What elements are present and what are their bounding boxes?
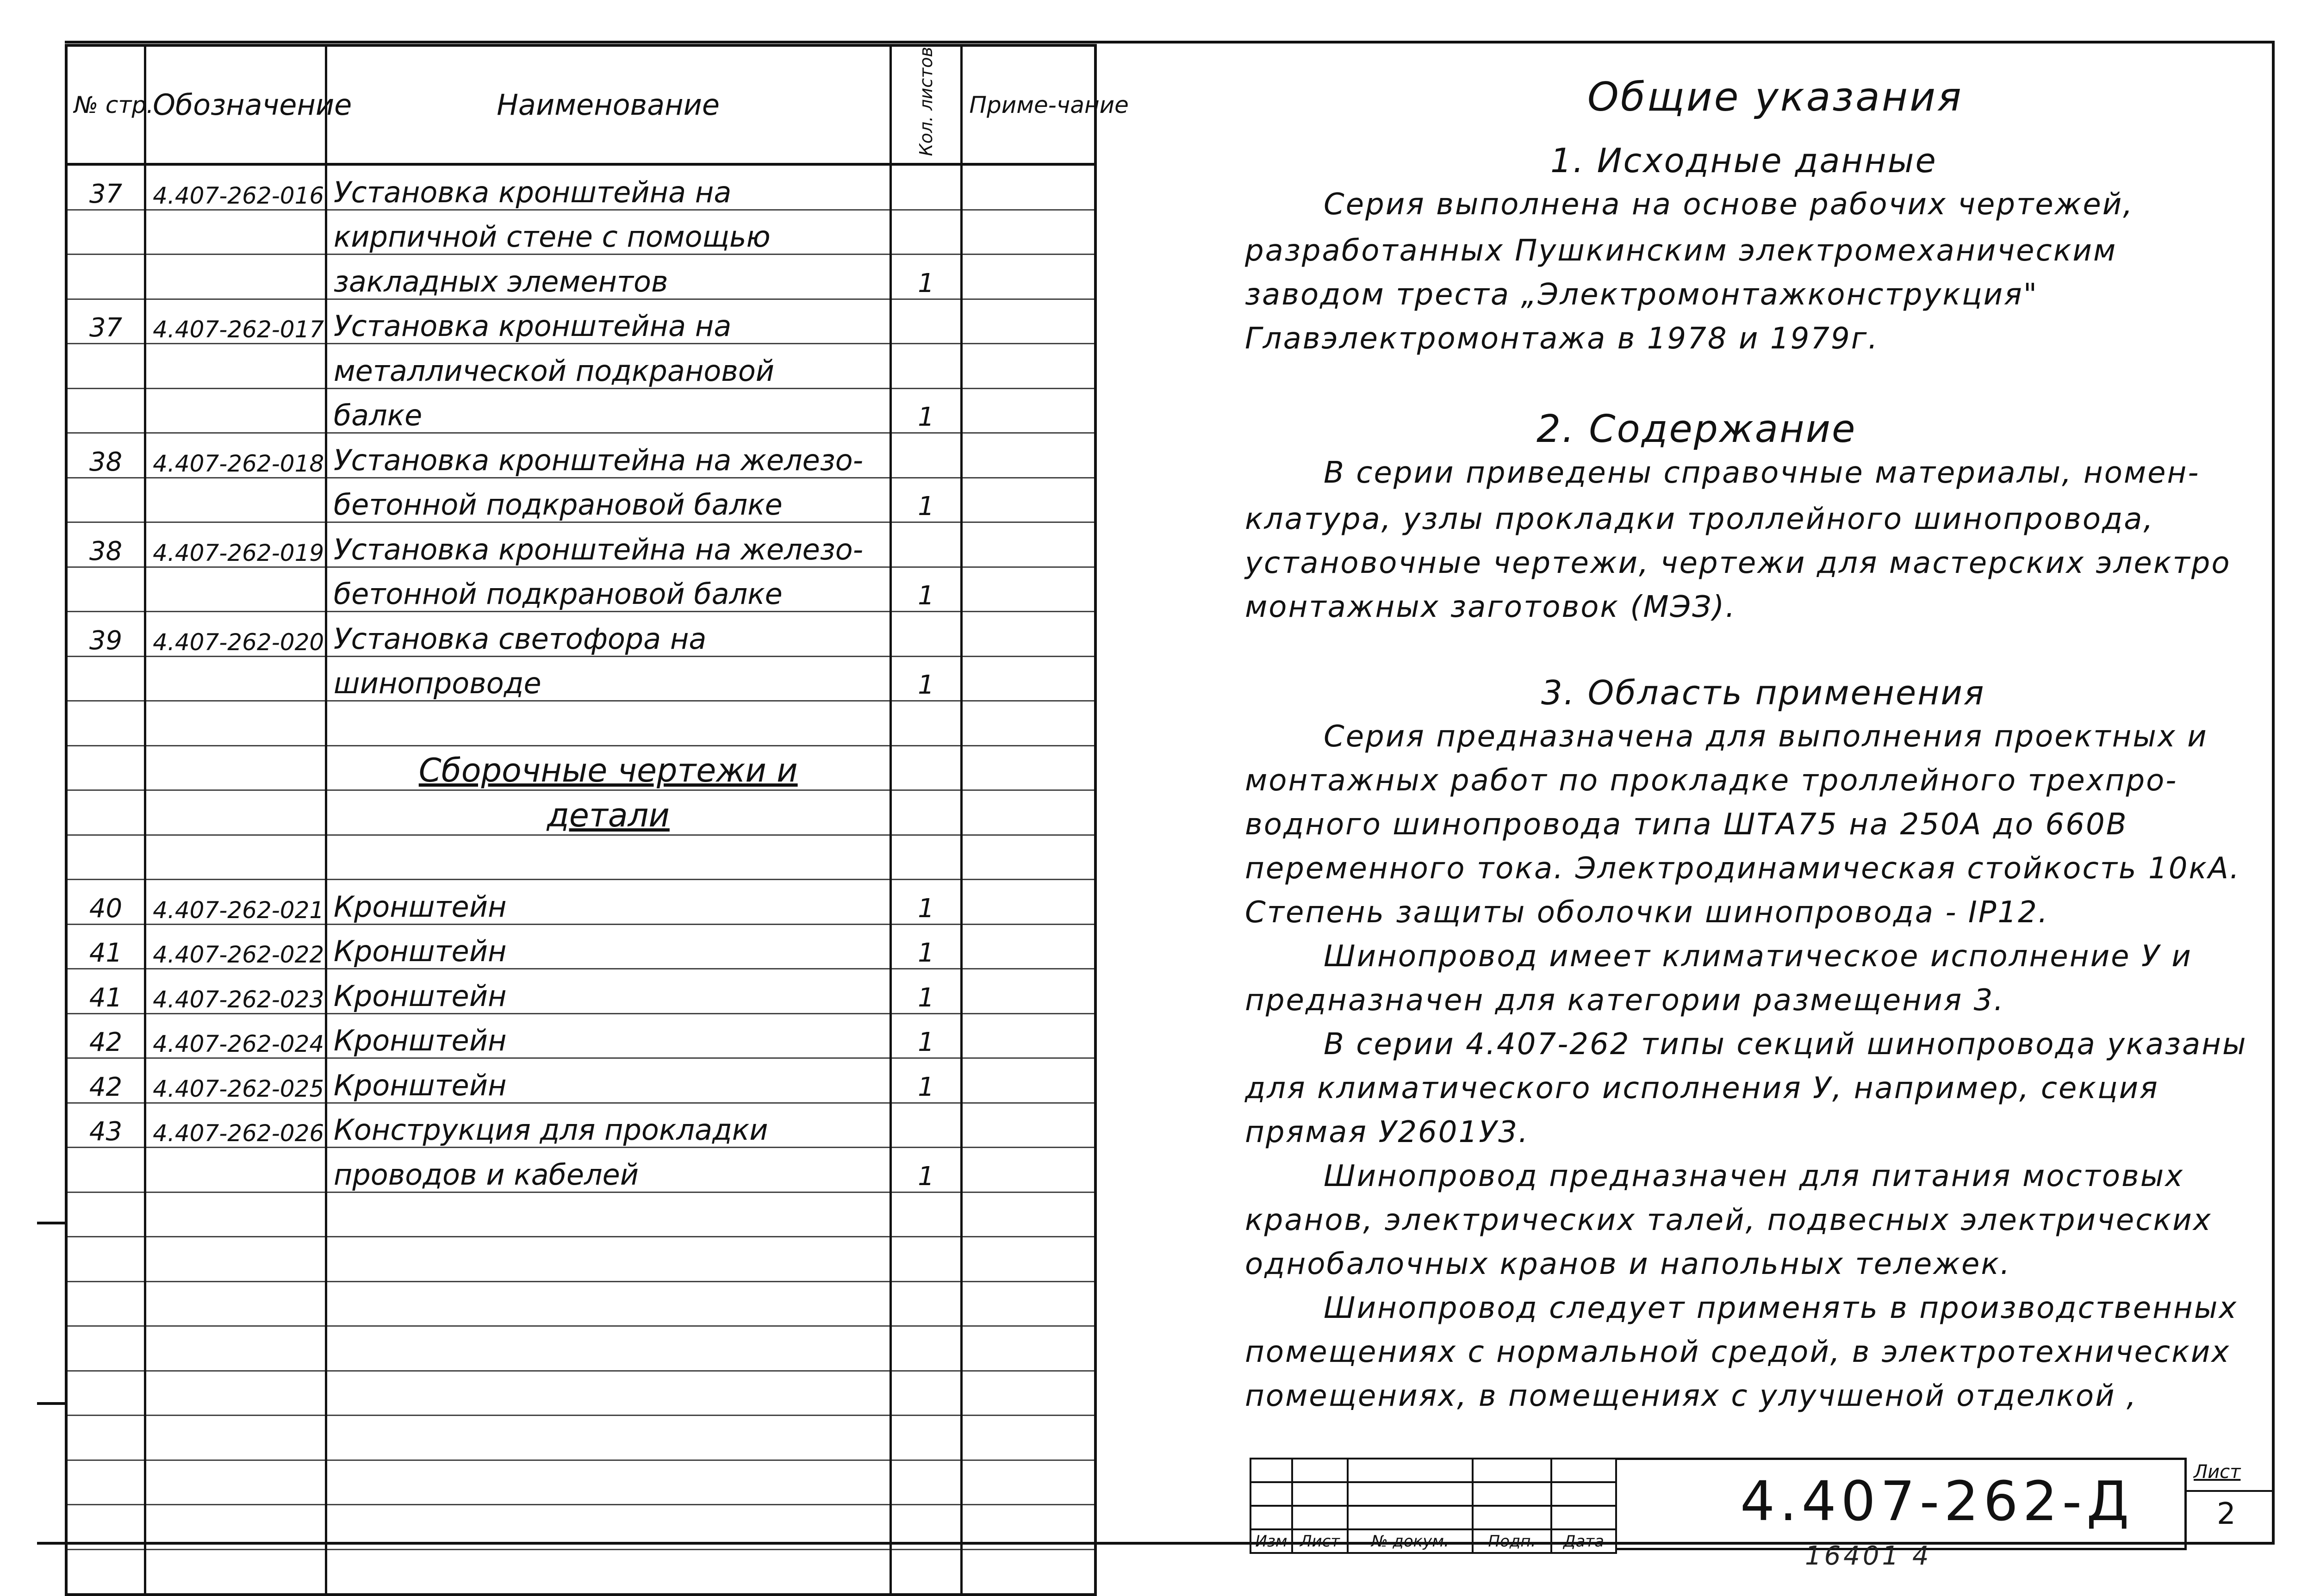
row-designation (145, 790, 326, 835)
row-designation (145, 1237, 326, 1282)
row-note (962, 1460, 1095, 1505)
header-page: № стр. (66, 45, 145, 164)
row-page-number (66, 1505, 145, 1550)
general-title: Общие указания (1587, 74, 1963, 120)
row-sheet-count (890, 612, 962, 657)
text-line: Степень защиты оболочки шинопровода - IP12. (1245, 895, 2049, 930)
row-designation (145, 1192, 326, 1237)
text-line: Шинопровод следует применять в производственных (1324, 1291, 2238, 1325)
table-row (66, 790, 1095, 835)
row-name (326, 701, 890, 746)
table-header-row (66, 45, 1095, 164)
row-name: Кронштейн (326, 969, 890, 1014)
row-name: металлической подкрановой (326, 344, 890, 389)
row-page-number (66, 567, 145, 612)
row-page-number (66, 835, 145, 880)
row-name (326, 1192, 890, 1237)
row-name: Установка кронштейна на (326, 299, 890, 344)
text-line: Серия выполнена на основе рабочих чертежей, (1324, 187, 2134, 222)
row-note (962, 567, 1095, 612)
table-row (66, 164, 1095, 210)
row-page-number (66, 388, 145, 433)
text-line: Серия предназначена для выполнения проектных и (1324, 720, 2208, 754)
edge-tick-mark (37, 1402, 65, 1405)
row-sheet-count: 1 (890, 478, 962, 522)
row-sheet-count (890, 433, 962, 478)
row-name: балке (326, 388, 890, 433)
row-designation (145, 388, 326, 433)
row-page-number (66, 656, 145, 701)
row-designation: 4.407-262-023 (145, 969, 326, 1014)
row-page-number (66, 210, 145, 255)
table-row (66, 969, 1095, 1014)
row-name (326, 1326, 890, 1371)
text-line: помещениях, в помещениях с улучшеной отделкой , (1245, 1379, 2138, 1413)
row-name: кирпичной стене с помощью (326, 210, 890, 255)
table-row (66, 299, 1095, 344)
row-page-number (66, 1326, 145, 1371)
row-name (326, 1460, 890, 1505)
table-row (66, 1281, 1095, 1326)
row-note (962, 701, 1095, 746)
row-designation: 4.407-262-021 (145, 880, 326, 925)
text-line: предназначен для категории размещения 3. (1245, 983, 2005, 1018)
row-note (962, 1281, 1095, 1326)
row-sheet-count (890, 299, 962, 344)
row-page-number (66, 745, 145, 790)
table-row (66, 1416, 1095, 1460)
row-designation: 4.407-262-020 (145, 612, 326, 657)
row-designation: 4.407-262-018 (145, 433, 326, 478)
row-note (962, 210, 1095, 255)
row-sheet-count (890, 790, 962, 835)
row-name (326, 1549, 890, 1595)
text-line: разработанных Пушкинским электромеханическим (1245, 234, 2117, 268)
table-row (66, 880, 1095, 925)
row-name: Установка кронштейна на железо- (326, 522, 890, 567)
row-sheet-count: 1 (890, 255, 962, 299)
row-sheet-count: 1 (890, 924, 962, 969)
text-line: прямая У2601У3. (1245, 1115, 1530, 1149)
row-page-number (66, 1549, 145, 1595)
row-page-number: 38 (66, 433, 145, 478)
row-sheet-count (890, 344, 962, 389)
sheet-divider (2184, 1490, 2275, 1492)
stamp-label-signature: Подп. (1473, 1529, 1551, 1553)
row-designation (145, 255, 326, 299)
row-note (962, 1103, 1095, 1148)
row-sheet-count (890, 701, 962, 746)
table-row (66, 210, 1095, 255)
row-note (962, 656, 1095, 701)
row-name: закладных элементов (326, 255, 890, 299)
row-sheet-count (890, 1505, 962, 1550)
text-line: В серии 4.407-262 типы секций шинопровода указаны (1324, 1027, 2247, 1062)
table-row (66, 1013, 1095, 1058)
document-code: 4.407-262-Д (1740, 1469, 2134, 1533)
row-sheet-count (890, 164, 962, 210)
stamp-label-date: Дата (1551, 1529, 1616, 1553)
row-note (962, 969, 1095, 1014)
row-name: Установка кронштейна на железо- (326, 433, 890, 478)
table-row (66, 522, 1095, 567)
row-note (962, 344, 1095, 389)
row-sheet-count: 1 (890, 969, 962, 1014)
section-heading: Сборочные чертежи и (326, 745, 890, 790)
text-line: для климатического исполнения У, например, секция (1245, 1071, 2159, 1105)
table-row (66, 1505, 1095, 1550)
header-note: Приме-чание (962, 45, 1095, 164)
row-designation (145, 1281, 326, 1326)
row-name: Кронштейн (326, 880, 890, 925)
row-sheet-count: 1 (890, 1013, 962, 1058)
section-title-application: 3. Область применения (1541, 673, 1985, 712)
text-line: водного шинопровода типа ШТА75 на 250А до 660В (1245, 807, 2128, 842)
table-row (66, 433, 1095, 478)
row-designation (145, 478, 326, 522)
row-sheet-count: 1 (890, 656, 962, 701)
table-row (66, 1371, 1095, 1416)
row-note (962, 1148, 1095, 1192)
row-page-number (66, 1416, 145, 1460)
row-page-number (66, 344, 145, 389)
row-designation (145, 835, 326, 880)
archive-number: 16401 4 (1805, 1541, 1932, 1571)
row-note (962, 612, 1095, 657)
table-body (66, 164, 1095, 1595)
row-note (962, 745, 1095, 790)
row-designation (145, 1460, 326, 1505)
text-line: клатура, узлы прокладки троллейного шинопровода, (1245, 502, 2154, 536)
stamp-label-sheet: Лист (1292, 1529, 1348, 1553)
row-name: Кронштейн (326, 924, 890, 969)
row-name: шинопроводе (326, 656, 890, 701)
row-page-number (66, 701, 145, 746)
row-designation (145, 745, 326, 790)
table-row (66, 1326, 1095, 1371)
row-page-number (66, 1371, 145, 1416)
row-note (962, 924, 1095, 969)
row-designation: 4.407-262-019 (145, 522, 326, 567)
row-designation (145, 210, 326, 255)
row-page-number: 40 (66, 880, 145, 925)
row-sheet-count (890, 210, 962, 255)
row-name (326, 835, 890, 880)
text-line: переменного тока. Электродинамическая стойкость 10кА. (1245, 851, 2241, 886)
table-row (66, 1058, 1095, 1103)
row-note (962, 478, 1095, 522)
row-note (962, 1192, 1095, 1237)
text-line: кранов, электрических талей, подвесных электрических (1245, 1203, 2212, 1237)
row-note (962, 1416, 1095, 1460)
edge-tick-mark (37, 1222, 65, 1224)
row-page-number: 41 (66, 969, 145, 1014)
table-row (66, 1192, 1095, 1237)
row-note (962, 790, 1095, 835)
row-designation: 4.407-262-025 (145, 1058, 326, 1103)
row-sheet-count (890, 1416, 962, 1460)
table-row (66, 344, 1095, 389)
row-name (326, 1281, 890, 1326)
row-sheet-count: 1 (890, 567, 962, 612)
sheet-number: 2 (2217, 1497, 2236, 1531)
row-page-number: 37 (66, 299, 145, 344)
row-designation: 4.407-262-022 (145, 924, 326, 969)
row-page-number (66, 1148, 145, 1192)
row-page-number (66, 1281, 145, 1326)
row-name: Установка кронштейна на (326, 164, 890, 210)
row-name: бетонной подкрановой балке (326, 478, 890, 522)
section-title-contents: 2. Содержание (1536, 407, 1857, 451)
row-name: проводов и кабелей (326, 1148, 890, 1192)
section-heading: детали (326, 790, 890, 835)
row-sheet-count (890, 1460, 962, 1505)
stamp-label-change: Изм (1250, 1529, 1292, 1553)
table-row (66, 924, 1095, 969)
row-designation (145, 1549, 326, 1595)
row-designation (145, 1416, 326, 1460)
row-sheet-count (890, 1326, 962, 1371)
row-note (962, 1549, 1095, 1595)
row-name: Конструкция для прокладки (326, 1103, 890, 1148)
row-sheet-count (890, 1192, 962, 1237)
row-page-number: 42 (66, 1013, 145, 1058)
table-row (66, 1103, 1095, 1148)
contents-table (65, 44, 1129, 1596)
text-line: Шинопровод предназначен для питания мостовых (1324, 1159, 2184, 1193)
text-line: однобалочных кранов и напольных тележек. (1245, 1247, 2011, 1281)
table-row (66, 701, 1095, 746)
row-name (326, 1237, 890, 1282)
row-note (962, 255, 1095, 299)
row-note (962, 433, 1095, 478)
row-sheet-count (890, 1371, 962, 1416)
row-note (962, 880, 1095, 925)
text-line: монтажных заготовок (МЭЗ). (1245, 590, 1736, 624)
row-note (962, 1505, 1095, 1550)
row-note (962, 164, 1095, 210)
row-page-number (66, 1237, 145, 1282)
row-note (962, 835, 1095, 880)
text-line: заводом треста „Электромонтажконструкция" (1245, 278, 2039, 312)
row-name: Кронштейн (326, 1058, 890, 1103)
row-designation: 4.407-262-016 (145, 164, 326, 210)
row-designation (145, 1371, 326, 1416)
row-name: Установка светофора на (326, 612, 890, 657)
table-row (66, 656, 1095, 701)
row-designation: 4.407-262-024 (145, 1013, 326, 1058)
text-line: установочные чертежи, чертежи для мастерских электро (1245, 546, 2231, 580)
table-row (66, 612, 1095, 657)
table-row (66, 1460, 1095, 1505)
table-row (66, 255, 1095, 299)
table-row (66, 388, 1095, 433)
row-page-number: 42 (66, 1058, 145, 1103)
row-sheet-count (890, 1549, 962, 1595)
row-note (962, 1371, 1095, 1416)
row-note (962, 1237, 1095, 1282)
row-sheet-count: 1 (890, 1058, 962, 1103)
table-row (66, 1549, 1095, 1595)
sheet-label: Лист (2194, 1461, 2241, 1483)
row-sheet-count (890, 745, 962, 790)
row-page-number: 41 (66, 924, 145, 969)
row-page-number (66, 790, 145, 835)
row-page-number: 37 (66, 164, 145, 210)
row-designation (145, 1326, 326, 1371)
row-designation: 4.407-262-017 (145, 299, 326, 344)
row-designation (145, 1505, 326, 1550)
row-name (326, 1505, 890, 1550)
row-sheet-count: 1 (890, 1148, 962, 1192)
row-name (326, 1371, 890, 1416)
header-code: Обозначение (145, 45, 326, 164)
text-line: Главэлектромонтажа в 1978 и 1979г. (1245, 322, 1879, 356)
row-note (962, 388, 1095, 433)
section-title-source-data: 1. Исходные данные (1550, 141, 1937, 180)
row-page-number (66, 478, 145, 522)
table-row (66, 567, 1095, 612)
table-row (66, 1148, 1095, 1192)
row-name: бетонной подкрановой балке (326, 567, 890, 612)
row-page-number (66, 1192, 145, 1237)
row-sheet-count (890, 1281, 962, 1326)
table-row (66, 835, 1095, 880)
header-qty: Кол. листов (915, 47, 936, 156)
row-name (326, 1416, 890, 1460)
table-row (66, 478, 1095, 522)
row-sheet-count: 1 (890, 880, 962, 925)
row-note (962, 1326, 1095, 1371)
row-page-number (66, 255, 145, 299)
row-designation (145, 567, 326, 612)
row-sheet-count: 1 (890, 388, 962, 433)
text-line: монтажных работ по прокладке троллейного трехпро- (1245, 764, 2178, 798)
text-line: В серии приведены справочные материалы, номен- (1324, 456, 2200, 490)
frame-right-line (2272, 41, 2275, 1545)
header-name: Наименование (326, 45, 890, 164)
row-note (962, 1058, 1095, 1103)
row-page-number (66, 1460, 145, 1505)
row-designation (145, 701, 326, 746)
stamp-label-doc-number: № докум. (1348, 1529, 1473, 1553)
title-block-grid (1250, 1458, 1617, 1554)
row-designation (145, 656, 326, 701)
table-row (66, 1237, 1095, 1282)
row-note (962, 299, 1095, 344)
row-sheet-count (890, 835, 962, 880)
row-designation: 4.407-262-026 (145, 1103, 326, 1148)
row-name: Кронштейн (326, 1013, 890, 1058)
text-line: помещениях с нормальной средой, в электротехнических (1245, 1335, 2231, 1369)
text-line: Шинопровод имеет климатическое исполнение У и (1324, 939, 2192, 974)
frame-top-line (65, 41, 2275, 43)
row-sheet-count (890, 522, 962, 567)
row-page-number: 39 (66, 612, 145, 657)
row-designation (145, 1148, 326, 1192)
row-note (962, 1013, 1095, 1058)
row-page-number: 43 (66, 1103, 145, 1148)
row-sheet-count (890, 1237, 962, 1282)
row-note (962, 522, 1095, 567)
row-designation (145, 344, 326, 389)
row-page-number: 38 (66, 522, 145, 567)
table-row (66, 745, 1095, 790)
row-sheet-count (890, 1103, 962, 1148)
